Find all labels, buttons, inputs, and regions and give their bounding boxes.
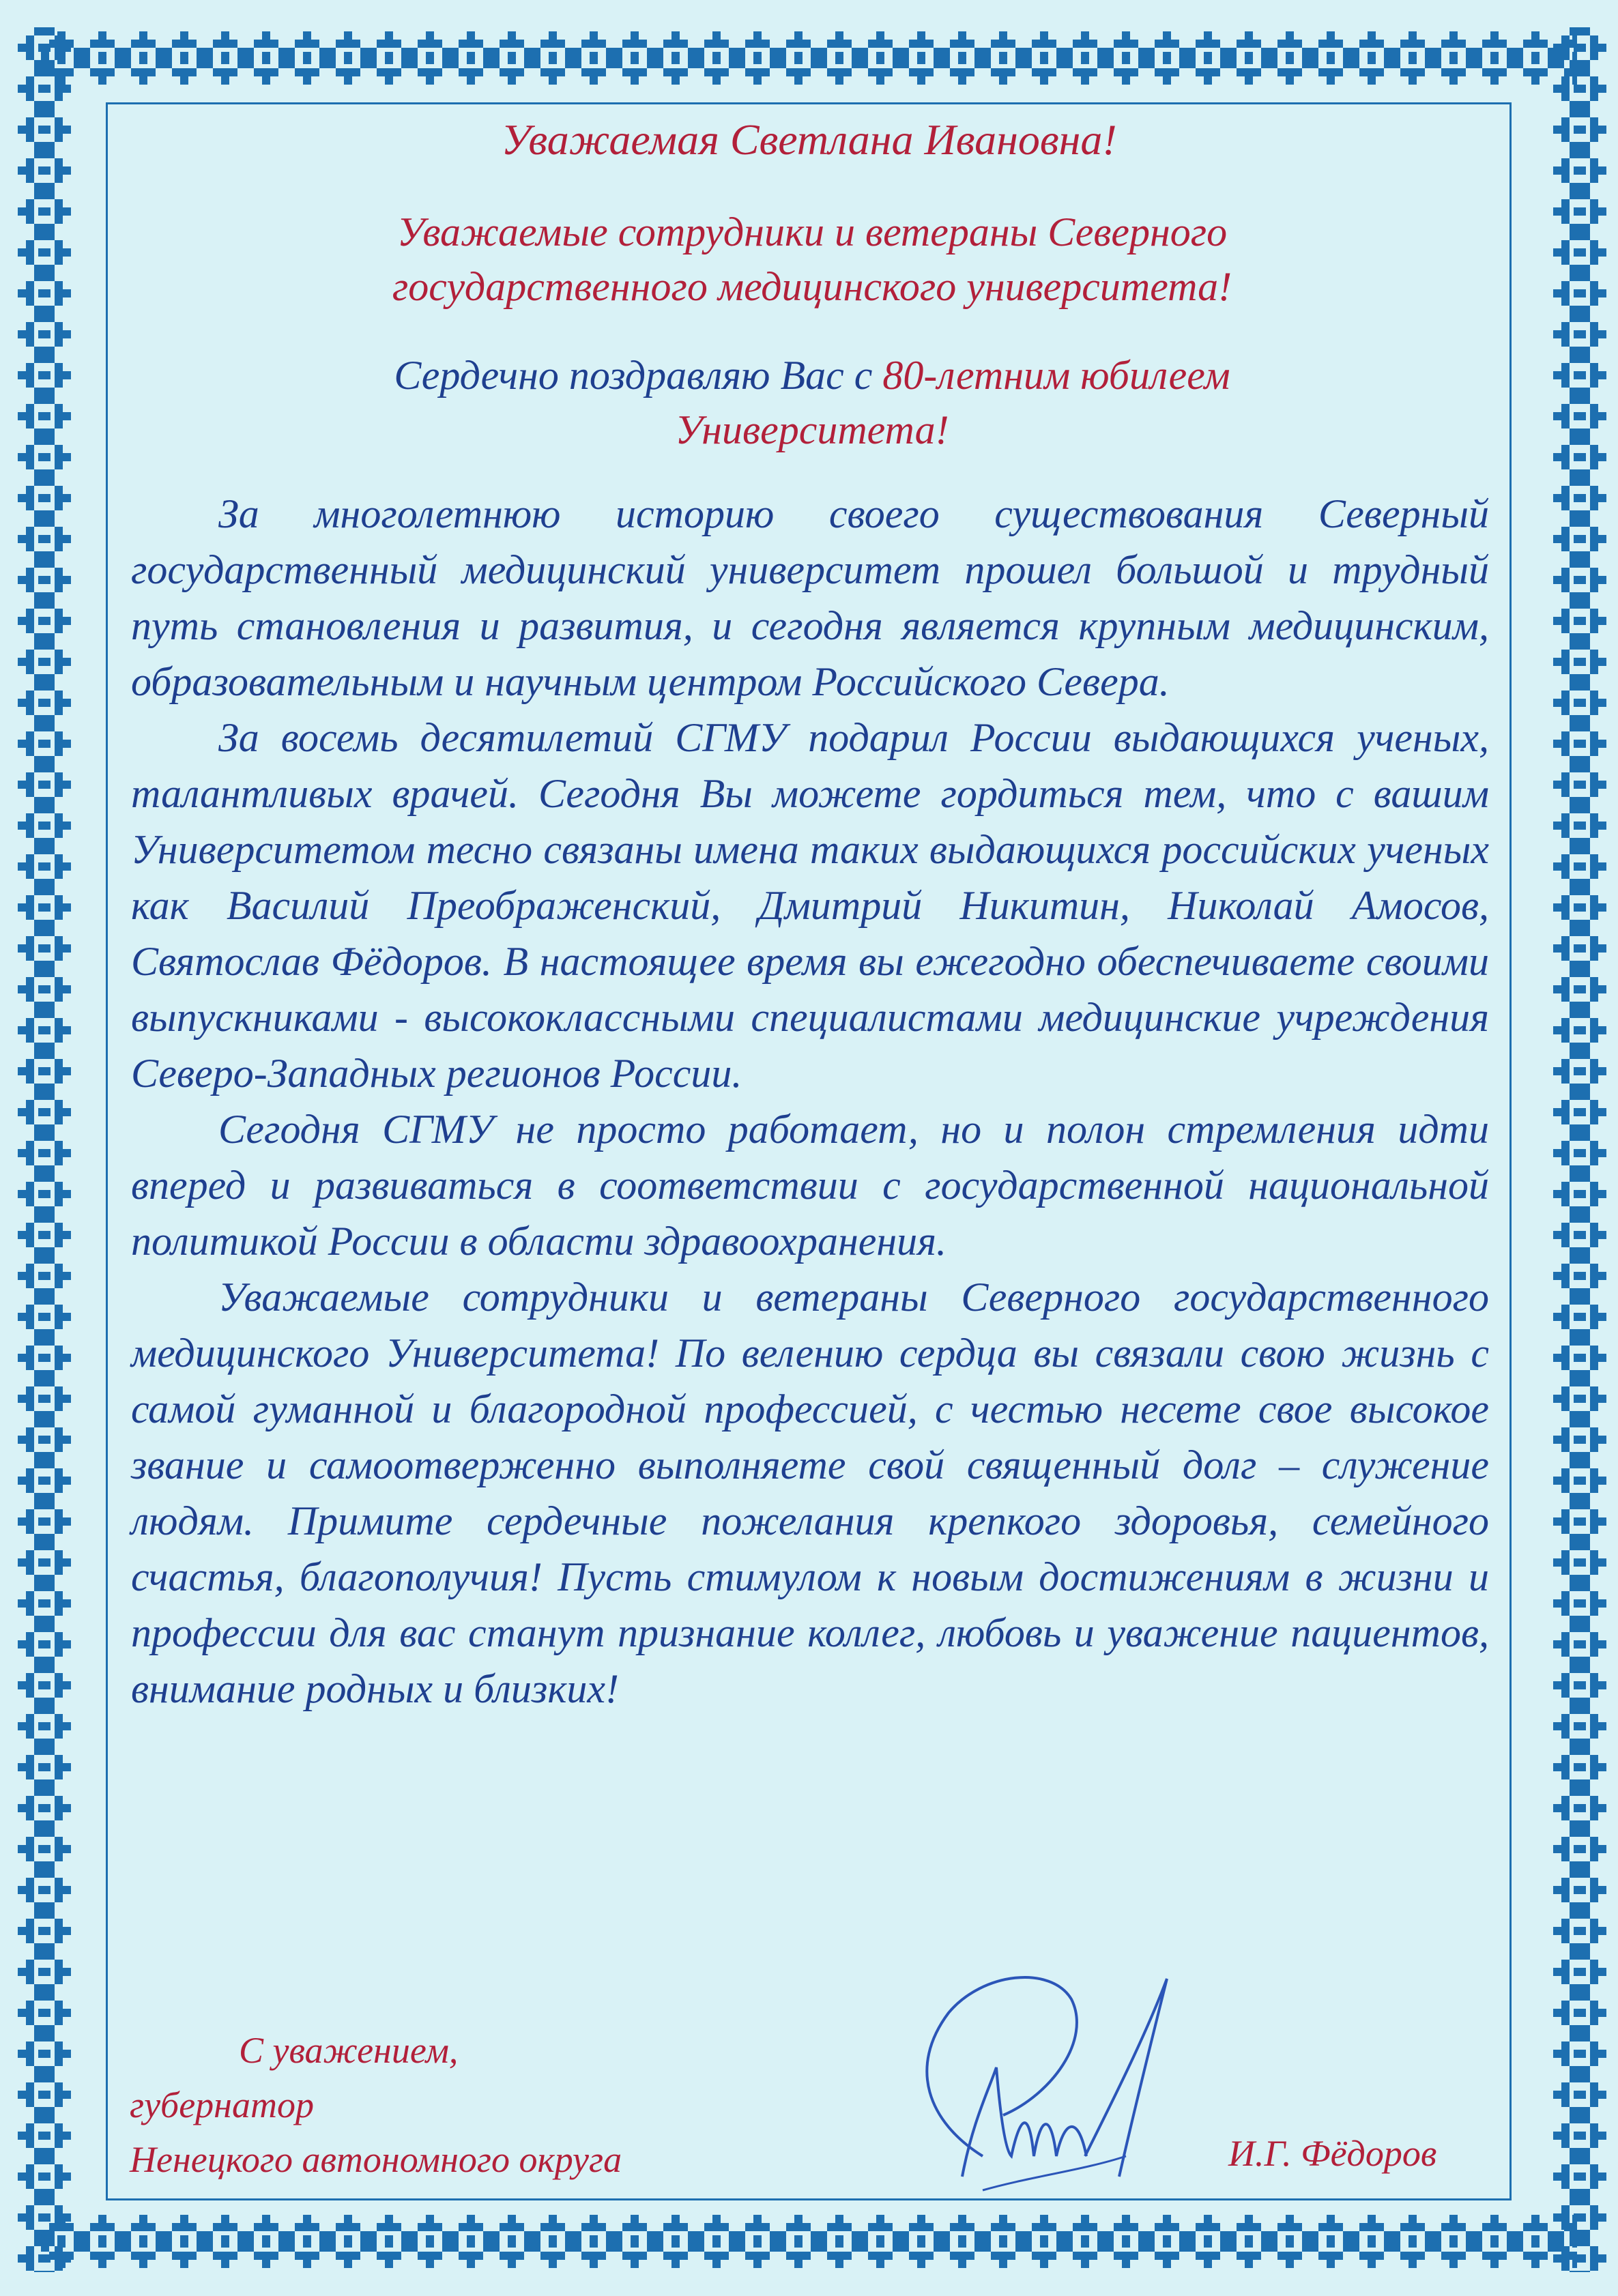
paragraph-3: Сегодня СГМУ не просто работает, но и полон стремления идти вперед и развиваться в соответствии с государственной национальной политикой России в области здравоохранения. (131, 1107, 1489, 1264)
signer-name: И.Г. Фёдоров (1228, 2133, 1437, 2174)
address-line-2: государственного медицинского университета! (392, 264, 1232, 309)
letter-body (131, 486, 1489, 1717)
address-heading (225, 205, 1399, 314)
signature-icon (826, 1951, 1235, 2197)
salutation: Уважаемая Светлана Ивановна! (501, 115, 1117, 164)
ornament-border-bottom (41, 2211, 1577, 2272)
closing-region: Ненецкого автономного округа (130, 2139, 622, 2180)
congrats-text: Сердечно поздравляю Вас с (394, 353, 883, 398)
paragraph-2: За восемь десятилетий СГМУ подарил России выдающихся ученых, талантливых врачей. Сегодня Вы можете гордиться тем, что с вашим Университетом тесно связаны имена таких выдающихся российских ученых как Василий Преображенский, Дмитрий Никитин, Николай Амосов, Святослав Фёдоров. В настоящее время вы ежегодно обеспечиваете своими выпускниками - высококлассными специалистами медицинские учреждения Северо-Западных регионов России. (131, 715, 1489, 1096)
congrats-highlight: 80-летним юбилеем (882, 353, 1230, 398)
ornament-border-left (14, 27, 75, 2272)
paragraph-4: Уважаемые сотрудники и ветераны Северного государственного медицинского Университета! По велению сердца вы связали свою жизнь с самой гуманной и благородной профессией, с честью несете свое высокое звание и самоотверженно выполняете свой священный долг – служение людям. Примите сердечные пожелания крепкого здоровья, семейного счастья, благополучия! Пусть стимулом к новым достижениям в жизни и профессии для вас станут признание коллег, любовь и уважение пациентов, внимание родных и близких! (131, 1275, 1489, 1711)
ornament-border-top (41, 27, 1577, 89)
paragraph-1: За многолетнюю историю своего существования Северный государственный медицинский университет прошел большой и трудный путь становления и развития, и сегодня является крупным медицинским, образовательным и научным центром Российского Севера. (131, 491, 1489, 704)
address-line-1: Уважаемые сотрудники и ветераны Северного (396, 209, 1228, 255)
ornament-border-right (1549, 27, 1610, 2272)
closing-title: губернатор (130, 2084, 314, 2125)
congrats-line-2: Университета! (675, 407, 949, 452)
congratulation (259, 348, 1365, 457)
closing-block (130, 2023, 622, 2187)
closing-regards: С уважением, (239, 2030, 459, 2071)
